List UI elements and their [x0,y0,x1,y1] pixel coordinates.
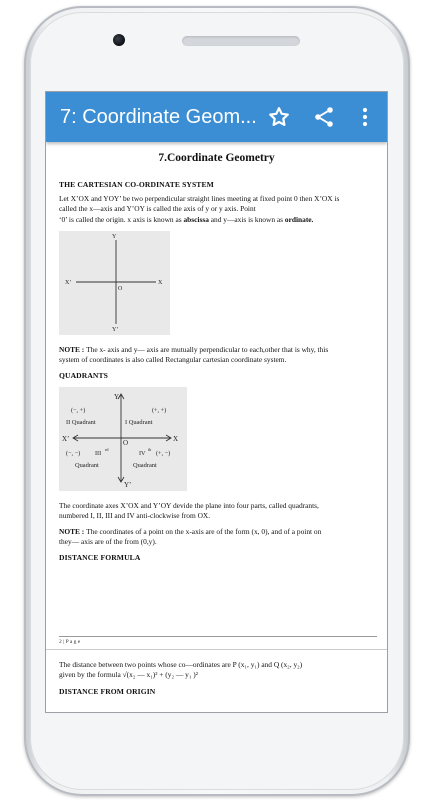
fig1-label-origin: O [118,286,123,292]
page-separator [46,649,387,650]
note2-line-2: they— axis are of the from (0,y). [59,537,157,547]
fig1-label-x-right: X [158,280,163,286]
fig2-label-x-right: X [173,435,179,443]
fig2-q4-num: IV [139,450,146,457]
ordinate-term: ordinate. [284,214,314,224]
fig2-q4-sign: (+, −) [156,450,171,457]
quadrants-line-2: numbered I, II, III and IV anti-clockwise from OX. [59,511,211,521]
fig2-q2-sign: (−, +) [71,407,86,414]
fig2-q1-sign: (+, +) [152,407,167,414]
footer-rule [59,636,377,637]
star-outline-icon [267,105,291,129]
fig2-label-x-left: X’ [62,435,70,443]
app-bar-title: 7: Coordinate Geom... [60,106,257,128]
distance-line-2: given by the formula √(x₂ — x₁)² + (y₂ — y₁ )² [59,670,198,680]
earpiece-speaker [182,36,300,46]
note2-prefix: NOTE : [59,527,87,536]
quadrants-figure [59,387,187,491]
document-title: 7.Coordinate Geometry [158,152,275,164]
fig2-q3-num: III [95,450,102,457]
share-button[interactable] [312,105,336,129]
section-heading-distance-origin: DISTANCE FROM ORIGIN [59,687,156,696]
favorite-button[interactable] [267,105,291,129]
app-screen [45,91,388,713]
distance-formula-paragraph [59,660,377,681]
axes-figure [59,231,170,335]
fig2-q2-name: II Quadrant [66,419,96,426]
fig2-label-y-bottom: Y’ [124,481,132,489]
more-vert-icon [353,105,377,129]
fig2-q4-sup: th [148,447,152,452]
note-axis-points [59,527,377,548]
fig1-label-x-left: X’ [65,280,72,286]
cartesian-line-2: called the x—axis and Y’OY is called the axis of y or y axis. Point [59,204,256,214]
cartesian-line-1: Let X’OX and YOY’ be two perpendicular straight lines meeting at fixed point 0 then X’OX is [59,194,340,203]
front-camera [113,34,125,46]
fig2-q3-sign: (−, −) [66,450,81,457]
fig2-q1-name: I Quadrant [125,419,153,426]
note1-line-1 [59,345,377,355]
section-heading-cartesian: THE CARTESIAN CO-ORDINATE SYSTEM [59,180,214,189]
pdf-page-view[interactable] [46,142,387,712]
distance-line-1: The distance between two points whose co—ordinates are P (x₁, y₁) and Q (x₂, y₂) [59,660,303,669]
note1-prefix: NOTE : [59,345,87,354]
note1-line-2: system of coordinates is also called Rectangular cartesian coordinate system. [59,355,287,365]
cartesian-line-3c: and y—axis is known as [208,214,285,224]
cartesian-paragraph [59,194,377,225]
fig2-q4-name: Quadrant [133,462,157,469]
page-footer: 2 | P a g e [59,639,81,645]
quadrants-paragraph [59,501,377,522]
note2-text-1: The coordinates of a point on the x-axis are of the form (x, 0), and of a point on [86,527,322,536]
quadrants-line-1: The coordinate axes X’OX and Y’OY devide the plane into four parts, called quadrants, [59,501,319,510]
abscissa-term: abscissa [183,214,209,224]
cartesian-line-3a: ‘0’ is called the origin. x axis is known as [59,214,184,224]
fig1-label-y-bottom: Y’ [112,327,119,333]
app-bar [46,92,387,142]
share-icon [312,105,336,129]
cartesian-line-3 [59,215,377,225]
section-heading-quadrants: QUADRANTS [59,371,108,380]
more-options-button[interactable] [353,105,377,129]
fig2-label-origin: O [123,439,129,447]
section-heading-distance-formula: DISTANCE FORMULA [59,553,141,562]
fig2-q3-sup: rd [105,447,109,452]
fig1-label-y: Y [112,234,117,240]
note1-text-1: The x- axis and y— axis are mutually perpendicular to each,other that is why, this [86,345,329,354]
fig2-label-y: Y [114,393,120,401]
note2-line-1 [59,527,377,537]
fig2-q3-name: Quadrant [75,462,99,469]
note-perpendicular [59,345,377,366]
